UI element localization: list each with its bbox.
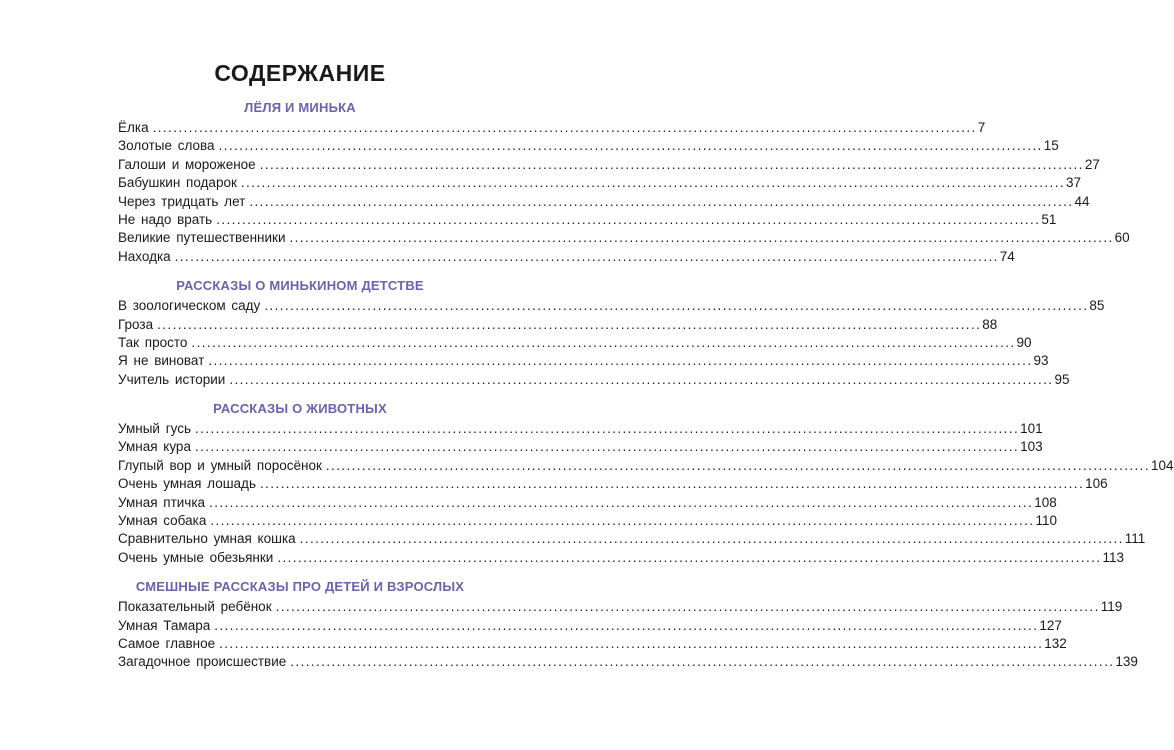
toc-entry[interactable] [118, 494, 1057, 512]
section-title: ЛЁЛЯ И МИНЬКА [244, 100, 356, 115]
dot-leader: ................................................................................................................................................................ [157, 316, 982, 332]
dot-leader: ................................................................................................................................................................ [240, 175, 1065, 191]
entry-page-number: 108 [1034, 494, 1057, 510]
dot-leader: ................................................................................................................................................................ [229, 371, 1054, 387]
entry-title: Бабушкин подарок [118, 175, 237, 191]
entry-title: В зоологическом саду [118, 298, 261, 314]
toc-entry[interactable] [118, 229, 1130, 247]
entry-title: Так просто [118, 334, 188, 350]
dot-leader: ................................................................................................................................................................ [209, 494, 1034, 510]
dot-leader: ................................................................................................................................................................ [191, 334, 1016, 350]
toc-entry[interactable] [118, 549, 1124, 567]
dot-leader: ................................................................................................................................................................ [275, 599, 1100, 615]
section-title: РАССКАЗЫ О МИНЬКИНОМ ДЕТСТВЕ [176, 278, 424, 294]
entry-title: Галоши и мороженое [118, 156, 256, 172]
entry-title: Учитель истории [118, 371, 226, 387]
dot-leader: ................................................................................................................................................................ [208, 353, 1033, 369]
toc-entry[interactable] [118, 598, 1123, 616]
entry-title: Находка [118, 248, 171, 264]
entry-title: Умный гусь [118, 421, 192, 437]
toc-entry[interactable] [118, 635, 1067, 653]
toc-entry[interactable] [118, 420, 1043, 438]
dot-leader: ................................................................................................................................................................ [216, 211, 1041, 227]
toc-entry[interactable] [118, 193, 1090, 211]
toc-entry[interactable] [118, 174, 1082, 192]
entry-page-number: 51 [1041, 211, 1057, 227]
entry-title: Гроза [118, 316, 154, 332]
toc-section [118, 100, 1130, 266]
section-title: СМЕШНЫЕ РАССКАЗЫ ПРО ДЕТЕЙ И ВЗРОСЛЫХ [135, 579, 465, 595]
dot-leader: ................................................................................................................................................................ [210, 513, 1035, 529]
dot-leader: ................................................................................................................................................................ [194, 439, 1020, 455]
entry-page-number: 85 [1089, 298, 1105, 314]
section-title: РАССКАЗЫ О ЖИВОТНЫХ [213, 401, 387, 417]
entry-page-number: 111 [1124, 531, 1146, 547]
dot-leader: ................................................................................................................................................................ [174, 248, 999, 264]
entry-title: Показательный ребёнок [118, 599, 272, 615]
entry-page-number: 113 [1102, 549, 1124, 565]
entry-title: Умная Тамара [118, 617, 211, 633]
entry-page-number: 74 [999, 248, 1015, 264]
table-of-contents [118, 60, 1174, 684]
toc-entry[interactable] [118, 119, 986, 137]
dot-leader: ................................................................................................................................................................ [195, 421, 1020, 437]
entry-page-number: 88 [982, 316, 998, 332]
entry-page-number: 95 [1054, 371, 1070, 387]
toc-entry[interactable] [118, 211, 1057, 229]
entry-page-number: 60 [1114, 230, 1130, 246]
entry-title: Великие путешественники [118, 230, 286, 246]
entry-title: Умная кура [118, 439, 191, 455]
entry-title: Не надо врать [118, 211, 213, 227]
dot-leader: ................................................................................................................................................................ [264, 298, 1089, 314]
toc-entry[interactable] [118, 512, 1057, 530]
toc-entry[interactable] [118, 371, 1070, 389]
entry-page-number: 139 [1115, 654, 1138, 670]
toc-entry[interactable] [118, 457, 1174, 475]
entry-page-number: 90 [1016, 334, 1032, 350]
entry-title: Ёлка [118, 120, 149, 135]
entry-title: Очень умные обезьянки [118, 549, 274, 565]
entry-page-number: 27 [1084, 156, 1100, 172]
dot-leader: ................................................................................................................................................................ [277, 549, 1102, 565]
entry-page-number: 93 [1033, 353, 1049, 369]
entry-title: Золотые слова [118, 138, 215, 154]
dot-leader: ................................................................................................................................................................ [325, 457, 1150, 473]
entry-page-number: 44 [1074, 193, 1090, 209]
entry-page-number: 103 [1020, 439, 1043, 455]
entry-title: Умная собака [118, 513, 207, 529]
toc-sections [118, 100, 1174, 672]
dot-leader: ................................................................................................................................................................ [259, 476, 1085, 492]
entry-page-number: 127 [1039, 617, 1062, 633]
toc-entry[interactable] [118, 334, 1032, 352]
entry-page-number: 101 [1020, 421, 1043, 437]
toc-entry[interactable] [118, 617, 1062, 635]
toc-section [118, 278, 1105, 389]
entry-page-number: 132 [1044, 635, 1067, 651]
toc-entry[interactable] [118, 653, 1138, 671]
toc-entry[interactable] [118, 137, 1059, 155]
entry-title: Я не виноват [118, 353, 205, 369]
dot-leader: ................................................................................................................................................................ [214, 617, 1039, 633]
entry-page-number: 106 [1085, 476, 1108, 492]
dot-leader: ................................................................................................................................................................ [219, 635, 1044, 651]
entry-page-number: 37 [1066, 175, 1082, 191]
dot-leader: ................................................................................................................................................................ [152, 120, 977, 135]
toc-entry[interactable] [118, 438, 1043, 456]
toc-entry[interactable] [118, 530, 1146, 548]
entry-title: Загадочное происшествие [118, 654, 287, 670]
toc-entry[interactable] [118, 156, 1100, 174]
entry-page-number: 110 [1035, 513, 1057, 529]
entry-page-number: 104 [1150, 457, 1174, 473]
entry-title: Глупый вор и умный поросёнок [118, 457, 322, 473]
toc-section [118, 579, 1138, 672]
entry-page-number: 119 [1100, 599, 1123, 615]
toc-entry[interactable] [118, 297, 1105, 315]
entry-title: Умная птичка [118, 494, 206, 510]
toc-entry[interactable] [118, 475, 1108, 493]
dot-leader: ................................................................................................................................................................ [289, 230, 1114, 246]
entry-title: Очень умная лошадь [118, 476, 256, 492]
dot-leader: ................................................................................................................................................................ [259, 156, 1084, 172]
toc-entry[interactable] [118, 248, 1015, 266]
entry-title: Самое главное [118, 635, 216, 651]
entry-page-number: 15 [1043, 138, 1059, 154]
entry-page-number: 7 [977, 120, 986, 135]
dot-leader: ................................................................................................................................................................ [290, 654, 1115, 670]
dot-leader: ................................................................................................................................................................ [299, 531, 1124, 547]
dot-leader: ................................................................................................................................................................ [218, 138, 1043, 154]
toc-entry[interactable] [118, 352, 1049, 370]
entry-title: Сравнительно умная кошка [118, 531, 296, 547]
toc-entry[interactable] [118, 316, 998, 334]
toc-section [118, 401, 1174, 567]
dot-leader: ................................................................................................................................................................ [249, 193, 1074, 209]
entry-title: Через тридцать лет [118, 193, 246, 209]
page-title: СОДЕРЖАНИЕ [214, 60, 386, 86]
